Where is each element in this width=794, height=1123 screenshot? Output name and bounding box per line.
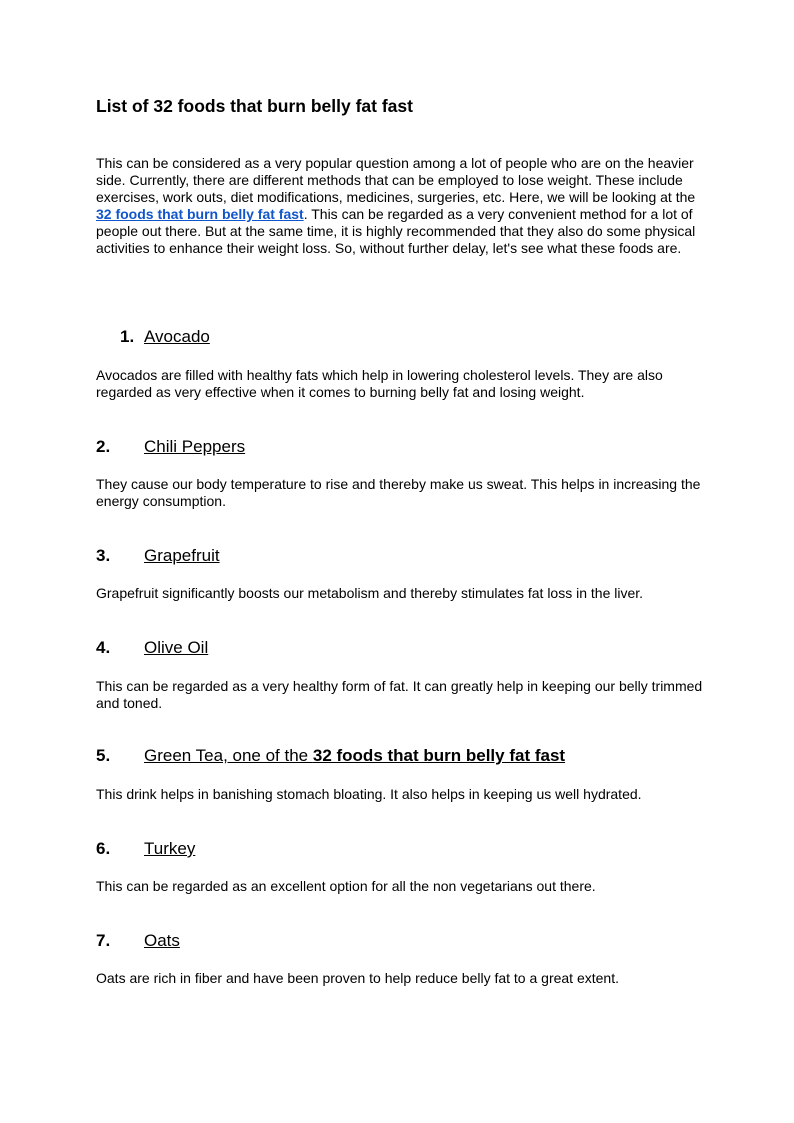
intro-text-after: . This can be regarded as a very convenient method for a lot of people out there. But at the same time, it is highly recommended that they also do some physical activities to enhance their weight loss. So, without further delay, let's see what these foods are.: [96, 206, 696, 256]
item-number: 2.: [96, 437, 111, 456]
intro-text-before: This can be considered as a very popular question among a lot of people who are on the heavier side. Currently, there are different methods that can be employed to lose weight. These include exercises, work outs, diet modifications, medicines, surgeries, etc. Here, we will be looking at the: [96, 155, 696, 205]
item-label: Oats: [144, 931, 180, 950]
item-heading-7: [96, 931, 180, 951]
item-number: 6.: [96, 839, 111, 858]
item-number: 5.: [96, 746, 111, 765]
intro-link[interactable]: 32 foods that burn belly fat fast: [96, 206, 304, 222]
item-description-7: Oats are rich in fiber and have been proven to help reduce belly fat to a great extent.: [96, 970, 619, 986]
page-title: List of 32 foods that burn belly fat fast: [96, 96, 413, 116]
item-description-4: This can be regarded as a very healthy form of fat. It can greatly help in keeping our belly trimmed and toned.: [96, 678, 703, 711]
item-label: Grapefruit: [144, 546, 220, 565]
item-number: 1.: [120, 327, 135, 346]
item-number: 3.: [96, 546, 111, 565]
item-number: 7.: [96, 931, 111, 950]
item-description-3: Grapefruit significantly boosts our metabolism and thereby stimulates fat loss in the liver.: [96, 585, 644, 601]
item-description-2: They cause our body temperature to rise and thereby make us sweat. This helps in increasing the energy consumption.: [96, 476, 701, 509]
item-description-5: This drink helps in banishing stomach bloating. It also helps in keeping us well hydrated.: [96, 786, 642, 802]
item-heading-3: [96, 546, 220, 566]
intro-paragraph: [96, 155, 706, 257]
item-label: Turkey: [144, 839, 196, 858]
item-label-keyword: 32 foods that burn belly fat fast: [312, 746, 566, 765]
item-label: Chili Peppers: [144, 437, 246, 456]
item-heading-5: [96, 746, 566, 766]
item-heading-4: [96, 638, 209, 658]
item-label-text: Green Tea, one of the: [144, 746, 313, 765]
item-heading-1: [120, 327, 210, 347]
item-heading-2: [96, 437, 246, 457]
item-label: [144, 746, 565, 766]
item-heading-6: [96, 839, 196, 859]
item-description-6: This can be regarded as an excellent option for all the non vegetarians out there.: [96, 878, 596, 894]
item-number: 4.: [96, 638, 111, 657]
item-label: Olive Oil: [144, 638, 209, 657]
item-label: Avocado: [144, 327, 210, 346]
item-description-1: Avocados are filled with healthy fats which help in lowering cholesterol levels. They are also regarded as very effective when it comes to burning belly fat and losing weight.: [96, 367, 663, 400]
